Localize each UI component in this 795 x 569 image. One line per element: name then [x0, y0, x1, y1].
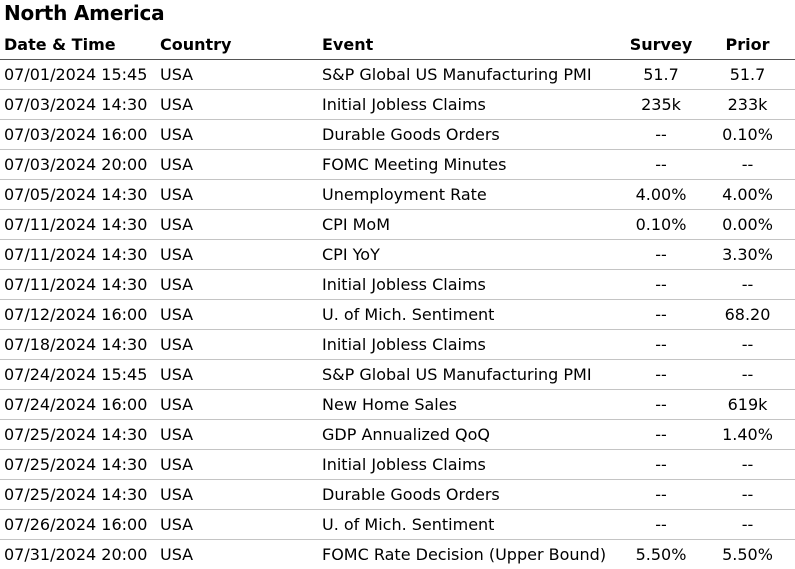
cell-prior: --	[704, 270, 795, 300]
table-row	[0, 360, 795, 390]
cell-country: USA	[160, 270, 322, 300]
cell-event: FOMC Meeting Minutes	[322, 150, 618, 180]
cell-country: USA	[160, 540, 322, 569]
table-row	[0, 540, 795, 569]
table-row	[0, 270, 795, 300]
cell-event: Durable Goods Orders	[322, 480, 618, 510]
cell-event: New Home Sales	[322, 390, 618, 420]
cell-survey: 235k	[618, 90, 704, 120]
cell-country: USA	[160, 300, 322, 330]
cell-country: USA	[160, 60, 322, 90]
cell-prior: 3.30%	[704, 240, 795, 270]
cell-prior: --	[704, 510, 795, 540]
cell-event: Initial Jobless Claims	[322, 90, 618, 120]
cell-survey: --	[618, 360, 704, 390]
table-row	[0, 480, 795, 510]
cell-survey: --	[618, 240, 704, 270]
cell-date-time: 07/25/2024 14:30	[0, 420, 160, 450]
cell-event: Initial Jobless Claims	[322, 330, 618, 360]
cell-prior: 68.20	[704, 300, 795, 330]
cell-country: USA	[160, 480, 322, 510]
cell-survey: --	[618, 270, 704, 300]
cell-country: USA	[160, 330, 322, 360]
cell-country: USA	[160, 120, 322, 150]
table-row	[0, 330, 795, 360]
cell-event: Initial Jobless Claims	[322, 450, 618, 480]
section-title: North America	[4, 0, 164, 28]
cell-event: U. of Mich. Sentiment	[322, 510, 618, 540]
cell-date-time: 07/31/2024 20:00	[0, 540, 160, 569]
column-header-prior: Prior	[704, 30, 795, 60]
cell-date-time: 07/18/2024 14:30	[0, 330, 160, 360]
cell-date-time: 07/24/2024 16:00	[0, 390, 160, 420]
cell-date-time: 07/26/2024 16:00	[0, 510, 160, 540]
table-row	[0, 90, 795, 120]
cell-prior: 4.00%	[704, 180, 795, 210]
events-table	[0, 30, 795, 569]
cell-date-time: 07/03/2024 20:00	[0, 150, 160, 180]
cell-prior: 0.00%	[704, 210, 795, 240]
cell-event: FOMC Rate Decision (Upper Bound)	[322, 540, 618, 569]
cell-survey: 5.50%	[618, 540, 704, 569]
cell-country: USA	[160, 180, 322, 210]
cell-date-time: 07/03/2024 16:00	[0, 120, 160, 150]
table-row	[0, 150, 795, 180]
cell-survey: --	[618, 330, 704, 360]
table-row	[0, 120, 795, 150]
cell-survey: --	[618, 480, 704, 510]
cell-date-time: 07/01/2024 15:45	[0, 60, 160, 90]
cell-prior: 51.7	[704, 60, 795, 90]
cell-event: CPI YoY	[322, 240, 618, 270]
cell-date-time: 07/11/2024 14:30	[0, 240, 160, 270]
cell-country: USA	[160, 420, 322, 450]
cell-survey: --	[618, 420, 704, 450]
table-body	[0, 60, 795, 569]
column-header-survey: Survey	[618, 30, 704, 60]
table-header	[0, 30, 795, 60]
cell-country: USA	[160, 390, 322, 420]
cell-country: USA	[160, 240, 322, 270]
cell-date-time: 07/11/2024 14:30	[0, 210, 160, 240]
cell-survey: --	[618, 120, 704, 150]
cell-event: S&P Global US Manufacturing PMI	[322, 360, 618, 390]
column-header-country: Country	[160, 30, 322, 60]
cell-prior: 233k	[704, 90, 795, 120]
column-header-event: Event	[322, 30, 618, 60]
cell-prior: --	[704, 480, 795, 510]
cell-date-time: 07/24/2024 15:45	[0, 360, 160, 390]
table-row	[0, 240, 795, 270]
cell-prior: --	[704, 450, 795, 480]
cell-date-time: 07/05/2024 14:30	[0, 180, 160, 210]
cell-prior: --	[704, 330, 795, 360]
cell-event: CPI MoM	[322, 210, 618, 240]
cell-survey: --	[618, 300, 704, 330]
table-row	[0, 450, 795, 480]
cell-survey: --	[618, 450, 704, 480]
cell-prior: 5.50%	[704, 540, 795, 569]
table-row	[0, 180, 795, 210]
cell-survey: 51.7	[618, 60, 704, 90]
cell-country: USA	[160, 90, 322, 120]
cell-event: S&P Global US Manufacturing PMI	[322, 60, 618, 90]
table-row	[0, 210, 795, 240]
cell-prior: --	[704, 150, 795, 180]
cell-event: Durable Goods Orders	[322, 120, 618, 150]
cell-date-time: 07/03/2024 14:30	[0, 90, 160, 120]
cell-event: Unemployment Rate	[322, 180, 618, 210]
table-row	[0, 510, 795, 540]
cell-date-time: 07/25/2024 14:30	[0, 480, 160, 510]
cell-date-time: 07/11/2024 14:30	[0, 270, 160, 300]
cell-date-time: 07/25/2024 14:30	[0, 450, 160, 480]
cell-survey: --	[618, 510, 704, 540]
table-row	[0, 420, 795, 450]
cell-event: Initial Jobless Claims	[322, 270, 618, 300]
cell-date-time: 07/12/2024 16:00	[0, 300, 160, 330]
table-row	[0, 60, 795, 90]
table-row	[0, 300, 795, 330]
header-row	[0, 30, 795, 60]
cell-prior: 619k	[704, 390, 795, 420]
cell-country: USA	[160, 210, 322, 240]
cell-prior: --	[704, 360, 795, 390]
cell-event: GDP Annualized QoQ	[322, 420, 618, 450]
cell-country: USA	[160, 360, 322, 390]
cell-survey: --	[618, 390, 704, 420]
cell-prior: 1.40%	[704, 420, 795, 450]
cell-survey: 4.00%	[618, 180, 704, 210]
cell-prior: 0.10%	[704, 120, 795, 150]
cell-survey: 0.10%	[618, 210, 704, 240]
cell-event: U. of Mich. Sentiment	[322, 300, 618, 330]
cell-country: USA	[160, 450, 322, 480]
table-row	[0, 390, 795, 420]
cell-country: USA	[160, 510, 322, 540]
cell-country: USA	[160, 150, 322, 180]
column-header-date-time: Date & Time	[0, 30, 160, 60]
cell-survey: --	[618, 150, 704, 180]
